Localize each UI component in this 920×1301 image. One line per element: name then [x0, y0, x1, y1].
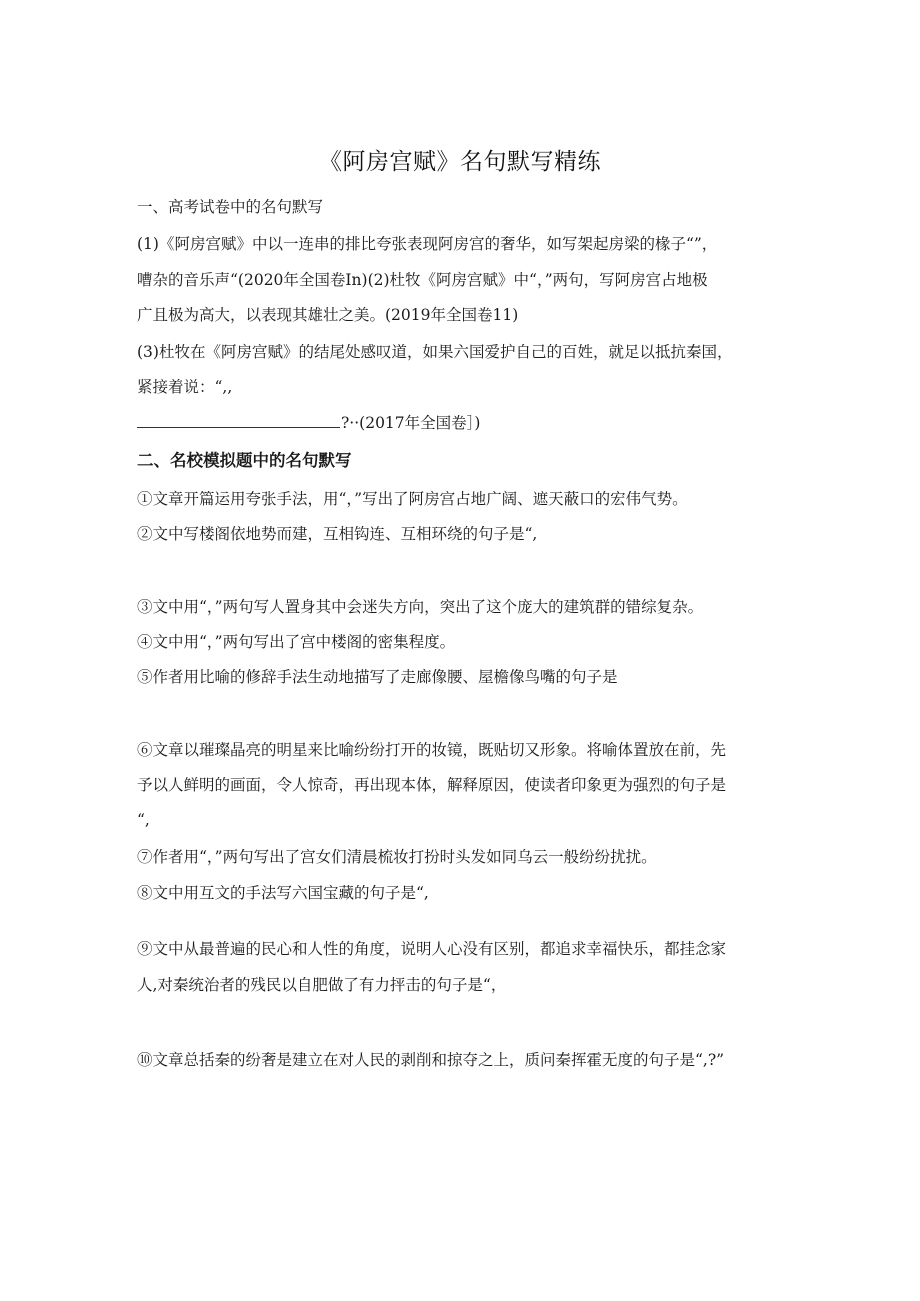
question-1-line-2: 嘈杂的音乐声“(2020年全国卷In)(2)杜牧《阿房宫赋》中“，”两句，写阿房宫占地极: [137, 271, 708, 289]
item-6-line-3: “,: [137, 811, 150, 829]
page-title: 《阿房宫赋》名句默写精练: [319, 149, 601, 175]
section2-heading: 二、名校模拟题中的名句默写: [137, 451, 352, 470]
item-4: ④文中用“，”两句写出了宫中楼阁的密集程度。: [137, 633, 456, 651]
question-3-line-1: (3)杜牧在《阿房宫赋》的结尾处感叹道，如果六国爱护自己的百姓，就足以抵抗秦国，: [137, 343, 733, 361]
question-2-line: 广且极为高大，以表现其雄壮之美。(2019年全国卷11): [137, 306, 519, 324]
item-2: ②文中写楼阁依地势而建，互相钩连、互相环绕的句子是“,: [137, 525, 538, 543]
item-5: ⑤作者用比喻的修辞手法生动地描写了走廊像腰、屋檐像鸟嘴的句子是: [137, 668, 618, 686]
section1-heading: 一、高考试卷中的名句默写: [137, 198, 324, 216]
question-1-line-1: (1)《阿房宫赋》中以一连串的排比夸张表现阿房宫的奢华，如写架起房梁的椽子“”，: [137, 235, 718, 253]
answer-blank: [137, 413, 340, 428]
item-8: ⑧文中用互文的手法写六国宝藏的句子是“,: [137, 884, 429, 902]
item-1: ①文章开篇运用夸张手法，用“，”写出了阿房宫占地广阔、遮天蔽口的宏伟气势。: [137, 490, 688, 508]
question-3-line-3: [137, 412, 480, 434]
item-7: ⑦作者用“，”两句写出了宫女们清晨梳妆打扮时头发如同乌云一般纷纷扰扰。: [137, 848, 657, 866]
question-3-line-2: 紧接着说：“,,: [137, 378, 233, 396]
item-6-line-2: 予以人鲜明的画面，令人惊奇，再出现本体，解释原因，使读者印象更为强烈的句子是: [137, 776, 727, 794]
item-3: ③文中用“，”两句写人置身其中会迷失方向，突出了这个庞大的建筑群的错综复杂。: [137, 598, 704, 616]
question-3-source: ?··(2017年全国卷］): [341, 414, 481, 432]
item-9-line-1: ⑨文中从最普遍的民心和人性的角度，说明人心没有区别，都追求幸福快乐，都挂念家: [137, 940, 727, 958]
item-9-line-2: 人,对秦统治者的残民以自肥做了有力抨击的句子是“，: [137, 976, 507, 994]
item-10: ⑩文章总括秦的纷奢是建立在对人民的剥削和掠夺之上，质问秦挥霍无度的句子是“,?”: [137, 1051, 725, 1069]
item-6-line-1: ⑥文章以璀璨晶亮的明星来比喻纷纷打开的妆镜，既贴切又形象。将喻体置放在前，先: [137, 741, 727, 759]
